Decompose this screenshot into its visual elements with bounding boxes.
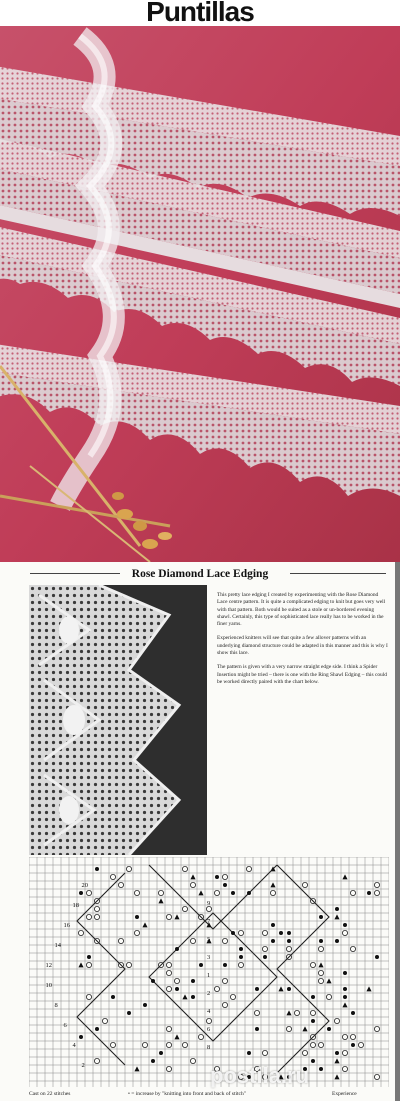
chart-yarn-over-symbol [86, 994, 91, 999]
chart-yarn-over-symbol [94, 1058, 99, 1063]
chart-increase-symbol [319, 939, 323, 943]
chart-increase-symbol [279, 931, 283, 935]
chart-increase-symbol [87, 955, 91, 959]
chart-yarn-over-symbol [214, 986, 219, 991]
chart-yarn-over-symbol [118, 938, 123, 943]
chart-yarn-over-symbol [222, 1002, 227, 1007]
chart-yarn-over-symbol [206, 906, 211, 911]
chart-increase-symbol [287, 987, 291, 991]
chart-yarn-over-symbol [358, 1042, 363, 1047]
chart-yarn-over-symbol [126, 866, 131, 871]
chart-row-number: 2 [81, 1062, 85, 1069]
chart-inner-number: 2 [207, 990, 211, 997]
chart-decrease-symbol [342, 1002, 347, 1007]
chart-increase-symbol [343, 987, 347, 991]
chart-increase-symbol [151, 1059, 155, 1063]
chart-yarn-over-symbol [302, 1050, 307, 1055]
chart-increase-symbol [175, 987, 179, 991]
chart-yarn-over-symbol [254, 1010, 259, 1015]
chart-inner-number: 7 [207, 918, 211, 925]
chart-increase-symbol [199, 963, 203, 967]
chart-inner-number: 6 [207, 1026, 211, 1033]
chart-increase-symbol [191, 995, 195, 999]
chart-yarn-over-symbol [118, 882, 123, 887]
chart-increase-symbol [127, 1011, 131, 1015]
chart-decrease-symbol [326, 978, 331, 983]
chart-decrease-symbol [286, 1010, 291, 1015]
chart-yarn-over-symbol [182, 1042, 187, 1047]
pattern-description [217, 592, 389, 693]
chart-inner-number: 3 [207, 954, 211, 961]
chart-increase-symbol [239, 955, 243, 959]
chart-increase-symbol [287, 939, 291, 943]
chart-inner-number: 5 [207, 936, 211, 943]
chart-decrease-symbol [158, 898, 163, 903]
chart-increase-symbol [79, 1035, 83, 1039]
chart-yarn-over-symbol [94, 906, 99, 911]
chart-yarn-over-symbol [342, 1034, 347, 1039]
chart-decrease-symbol [334, 1074, 339, 1079]
chart-decrease-symbol [134, 1066, 139, 1071]
chart-decrease-symbol [334, 914, 339, 919]
knitting-chart-grid [29, 857, 389, 1087]
chart-yarn-over-symbol [318, 970, 323, 975]
chart-increase-symbol [343, 995, 347, 999]
pattern-page [0, 562, 400, 1101]
chart-yarn-over-symbol [94, 914, 99, 919]
chart-yarn-over-symbol [190, 882, 195, 887]
chart-increase-symbol [319, 1067, 323, 1071]
chart-yarn-over-symbol [294, 1010, 299, 1015]
chart-increase-symbol [175, 947, 179, 951]
chart-yarn-over-symbol [166, 986, 171, 991]
chart-yarn-over-symbol [310, 962, 315, 967]
chart-yarn-over-symbol [182, 906, 187, 911]
lace-swatch-illustration [29, 585, 207, 855]
chart-increase-symbol [223, 963, 227, 967]
chart-yarn-over-symbol [110, 874, 115, 879]
chart-yarn-over-symbol [134, 930, 139, 935]
chart-increase-symbol [151, 979, 155, 983]
chart-yarn-over-symbol [102, 1018, 107, 1023]
chart-yarn-over-symbol [318, 1042, 323, 1047]
chart-row-number: 16 [63, 922, 70, 929]
chart-yarn-over-symbol [86, 890, 91, 895]
chart-decrease-symbol [270, 882, 275, 887]
chart-increase-symbol [95, 1027, 99, 1031]
chart-decrease-symbol [142, 922, 147, 927]
lace-photo-illustration [0, 26, 400, 562]
description-paragraph-2: Experienced knitters will see that quite a few allover patterns with an underlying diamond structure could be adapted in this manner and this is why I show this lace. [217, 635, 388, 657]
chart-yarn-over-symbol [158, 890, 163, 895]
chart-increase-symbol [287, 931, 291, 935]
chart-yarn-over-symbol [350, 1034, 355, 1039]
chart-yarn-over-symbol [86, 914, 91, 919]
lace-edgings-photo [0, 26, 400, 562]
chart-decrease-symbol [278, 986, 283, 991]
chart-yarn-over-symbol [110, 1042, 115, 1047]
chart-yarn-over-symbol [342, 1066, 347, 1071]
chart-yarn-over-symbol [374, 1074, 379, 1079]
chart-yarn-over-symbol [230, 994, 235, 999]
chart-yarn-over-symbol [126, 962, 131, 967]
chart-increase-symbol [247, 1051, 251, 1055]
chart-yarn-over-symbol [350, 890, 355, 895]
chart-yarn-over-symbol [198, 1034, 203, 1039]
chart-increase-symbol [143, 1003, 147, 1007]
knitting-chart [29, 857, 389, 1087]
chart-yarn-over-symbol [318, 978, 323, 983]
chart-yarn-over-symbol [286, 946, 291, 951]
chart-yarn-over-symbol [222, 978, 227, 983]
chart-decrease-symbol [78, 962, 83, 967]
chart-yarn-over-symbol [246, 866, 251, 871]
chart-increase-symbol [327, 1027, 331, 1031]
chart-yarn-over-symbol [166, 1066, 171, 1071]
chart-yarn-over-symbol [206, 1018, 211, 1023]
chart-legend: • = increase by "knitting into front and back of stitch" [128, 1091, 246, 1097]
chart-yarn-over-symbol [78, 930, 83, 935]
chart-yarn-over-symbol [326, 994, 331, 999]
chart-yarn-over-symbol [166, 1042, 171, 1047]
chart-yarn-over-symbol [142, 1042, 147, 1047]
cast-on-note: Cast on 22 stitches [29, 1091, 71, 1097]
chart-yarn-over-symbol [374, 882, 379, 887]
chart-increase-symbol [231, 891, 235, 895]
chart-yarn-over-symbol [374, 1026, 379, 1031]
chart-yarn-over-symbol [190, 938, 195, 943]
chart-increase-symbol [343, 923, 347, 927]
pattern-heading: Rose Diamond Lace Edging [131, 568, 269, 580]
chart-yarn-over-symbol [262, 946, 267, 951]
chart-increase-symbol [263, 955, 267, 959]
chart-yarn-over-symbol [182, 866, 187, 871]
chart-yarn-over-symbol [318, 946, 323, 951]
chart-yarn-over-symbol [166, 914, 171, 919]
chart-increase-symbol [255, 987, 259, 991]
chart-increase-symbol [255, 1027, 259, 1031]
chart-increase-symbol [135, 915, 139, 919]
chart-yarn-over-symbol [222, 938, 227, 943]
chart-row-number: 20 [81, 882, 88, 889]
chart-increase-symbol [231, 931, 235, 935]
chart-increase-symbol [223, 883, 227, 887]
chart-yarn-over-symbol [238, 930, 243, 935]
chart-row-number: 6 [63, 1022, 67, 1029]
chart-row-number: 10 [45, 982, 52, 989]
chart-increase-symbol [311, 995, 315, 999]
chart-decrease-symbol [182, 994, 187, 999]
chart-row-number: 14 [54, 942, 61, 949]
chart-yarn-over-symbol [350, 946, 355, 951]
chart-increase-symbol [311, 1019, 315, 1023]
chart-increase-symbol [367, 891, 371, 895]
description-paragraph-1: This pretty lace edging I created by experimenting with the Rose Diamond Lace centre pattern. It is quite a complicated edging to knit but goes very well with that pattern. Both would be suited as a stole or un-bordered evening shawl. Certainly, this type of sophisticated lace really has to be worked in the finer yarns. [217, 592, 386, 628]
chart-row-number: 12 [45, 962, 52, 969]
chart-inner-number: 9 [207, 900, 211, 907]
chart-yarn-over-symbol [302, 882, 307, 887]
lace-swatch-photo [29, 585, 207, 855]
chart-decrease-symbol [198, 890, 203, 895]
chart-yarn-over-symbol [86, 962, 91, 967]
chart-decrease-symbol [174, 914, 179, 919]
chart-increase-symbol [319, 915, 323, 919]
page-title: Puntillas [146, 0, 254, 26]
chart-yarn-over-symbol [262, 930, 267, 935]
chart-yarn-over-symbol [310, 1042, 315, 1047]
chart-decrease-symbol [190, 874, 195, 879]
chart-row-number: 18 [72, 902, 79, 909]
chart-decrease-symbol [342, 874, 347, 879]
chart-yarn-over-symbol [166, 962, 171, 967]
chart-yarn-over-symbol [166, 970, 171, 975]
chart-increase-symbol [335, 907, 339, 911]
chart-yarn-over-symbol [286, 1026, 291, 1031]
chart-increase-symbol [335, 1051, 339, 1055]
chart-yarn-over-symbol [270, 890, 275, 895]
chart-increase-symbol [111, 995, 115, 999]
chart-increase-symbol [95, 867, 99, 871]
chart-yarn-over-symbol [166, 1026, 171, 1031]
description-paragraph-3: The pattern is given with a very narrow straight edge side. I think a Spider Insertion might be tried – there is one with the Ring Shawl Edging – this could be worked directly paired with the chart below. [217, 664, 387, 685]
chart-increase-symbol [159, 1051, 163, 1055]
chart-increase-symbol [239, 947, 243, 951]
chart-inner-number: 1 [207, 972, 211, 979]
chart-row-number: 4 [72, 1042, 76, 1049]
chart-decrease-symbol [334, 1058, 339, 1063]
chart-yarn-over-symbol [238, 962, 243, 967]
chart-increase-symbol [247, 891, 251, 895]
chart-yarn-over-symbol [342, 930, 347, 935]
chart-inner-number: 8 [207, 1044, 211, 1051]
chart-increase-symbol [351, 1011, 355, 1015]
chart-yarn-over-symbol [310, 1010, 315, 1015]
chart-increase-symbol [375, 955, 379, 959]
chart-increase-symbol [79, 891, 83, 895]
chart-decrease-symbol [366, 986, 371, 991]
chart-yarn-over-symbol [222, 874, 227, 879]
chart-yarn-over-symbol [214, 890, 219, 895]
chart-increase-symbol [351, 1043, 355, 1047]
chart-yarn-over-symbol [190, 1058, 195, 1063]
chart-increase-symbol [271, 923, 275, 927]
watermark: postila.ru [210, 1063, 310, 1088]
chart-yarn-over-symbol [342, 1050, 347, 1055]
chart-yarn-over-symbol [174, 978, 179, 983]
experience-label: Experience [332, 1091, 357, 1097]
chart-yarn-over-symbol [334, 1018, 339, 1023]
chart-yarn-over-symbol [134, 890, 139, 895]
chart-inner-number: 4 [207, 1008, 211, 1015]
chart-increase-symbol [271, 939, 275, 943]
chart-yarn-over-symbol [374, 890, 379, 895]
chart-increase-symbol [215, 875, 219, 879]
chart-increase-symbol [191, 979, 195, 983]
chart-row-number: 8 [54, 1002, 58, 1009]
chart-increase-symbol [311, 1059, 315, 1063]
chart-yarn-over-symbol [262, 1050, 267, 1055]
chart-increase-symbol [335, 939, 339, 943]
chart-decrease-symbol [174, 1034, 179, 1039]
chart-decrease-symbol [302, 1026, 307, 1031]
chart-decrease-symbol [318, 962, 323, 967]
chart-increase-symbol [343, 971, 347, 975]
